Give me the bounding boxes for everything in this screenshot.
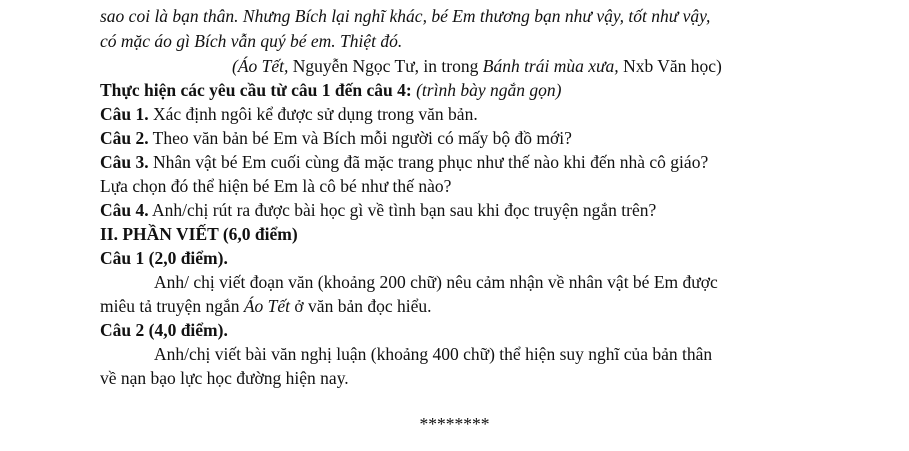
instructions-italic: (trình bày ngắn gọn): [416, 80, 562, 100]
writing-q1-text-end: ở văn bản đọc hiểu.: [290, 296, 432, 316]
question-text: Xác định ngôi kể được sử dụng trong văn bản.: [148, 104, 478, 124]
question-4: [100, 200, 656, 220]
question-1: [100, 104, 478, 124]
citation-title: Áo Tết,: [237, 56, 289, 76]
end-mark: ********: [419, 414, 490, 434]
question-3: [100, 152, 708, 172]
citation: [232, 56, 722, 76]
writing-q1-text: miêu tả truyện ngắn: [100, 296, 244, 316]
question-text: Anh/chị rút ra được bài học gì về tình bạn sau khi đọc truyện ngắn trên?: [148, 200, 657, 220]
question-label: Câu 3.: [100, 152, 149, 172]
citation-book: Bánh trái mùa xưa,: [482, 56, 619, 76]
writing-q2-heading: Câu 2 (4,0 điểm).: [100, 320, 228, 340]
question-text: Nhân vật bé Em cuối cùng đã mặc trang phục như thế nào khi đến nhà cô giáo?: [148, 152, 709, 172]
question-3-continuation: Lựa chọn đó thể hiện bé Em là cô bé như thế nào?: [100, 176, 452, 196]
writing-q1-line-2: [100, 296, 431, 316]
instructions-bold: Thực hiện các yêu cầu từ câu 1 đến câu 4:: [100, 80, 412, 100]
citation-publisher: Nxb Văn học): [618, 56, 722, 76]
writing-q1-line-1: Anh/ chị viết đoạn văn (khoảng 200 chữ) nêu cảm nhận về nhân vật bé Em được: [154, 272, 718, 292]
writing-q1-heading: Câu 1 (2,0 điểm).: [100, 248, 228, 268]
passage-line-1: sao coi là bạn thân. Nhưng Bích lại nghĩ khác, bé Em thương bạn như vậy, tốt như vậy,: [100, 6, 711, 26]
section-heading: II. PHẦN VIẾT (6,0 điểm): [100, 224, 298, 244]
question-2: [100, 128, 572, 148]
story-title: Áo Tết: [243, 296, 291, 316]
citation-author: Nguyễn Ngọc Tư, in trong: [288, 56, 483, 76]
passage-line-2: có mặc áo gì Bích vẫn quý bé em. Thiệt đó.: [100, 31, 403, 51]
citation-open: (: [232, 56, 238, 76]
instructions: [100, 80, 561, 100]
question-text: Theo văn bản bé Em và Bích mỗi người có mấy bộ đồ mới?: [148, 128, 572, 148]
question-label: Câu 1.: [100, 104, 149, 124]
question-label: Câu 2.: [100, 128, 149, 148]
question-label: Câu 4.: [100, 200, 149, 220]
writing-q2-line-2: về nạn bạo lực học đường hiện nay.: [100, 368, 349, 388]
writing-q2-line-1: Anh/chị viết bài văn nghị luận (khoảng 400 chữ) thể hiện suy nghĩ của bản thân: [154, 344, 713, 364]
